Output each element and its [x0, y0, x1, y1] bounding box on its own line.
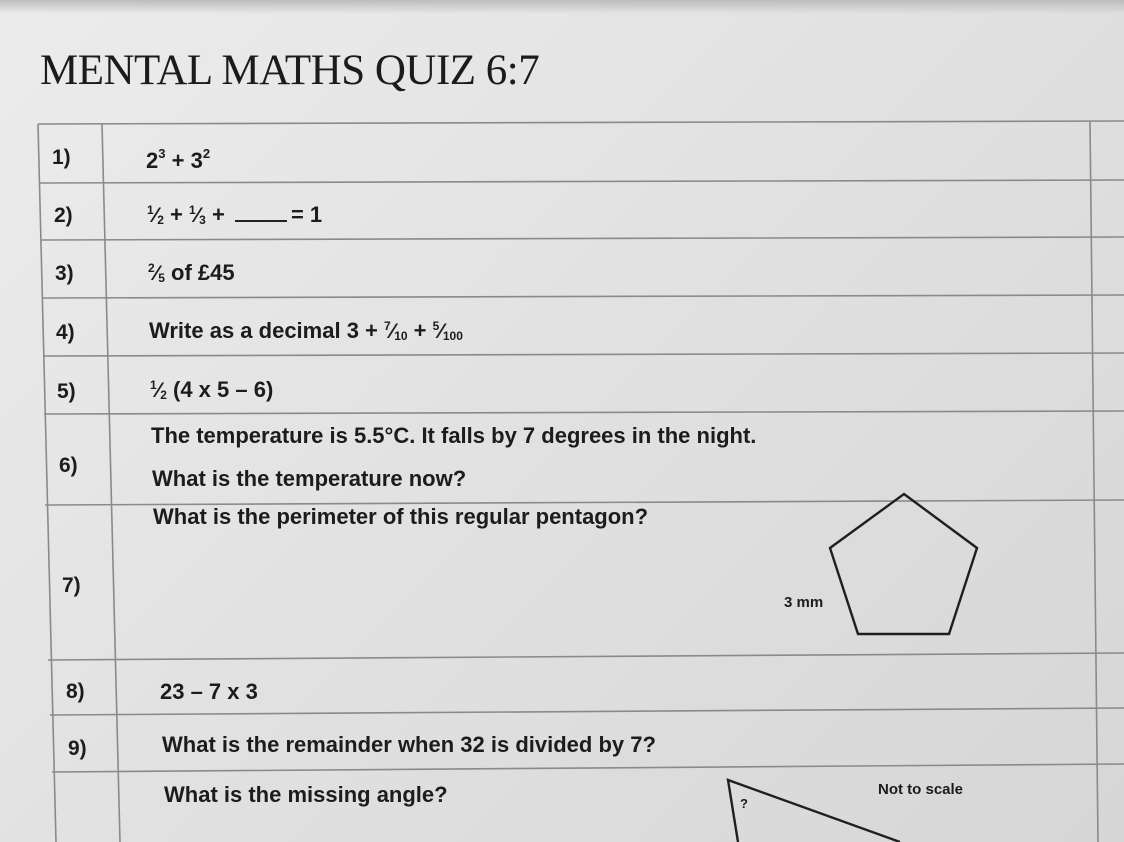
q4-fraction-1: $^7⁄_{10}$ [384, 319, 408, 343]
row-line-1 [40, 180, 1124, 183]
question-6-line-1: The temperature is 5.5°C. It falls by 7 degrees in the night. [151, 423, 757, 448]
row-line-5 [44, 411, 1124, 414]
row-line-8 [50, 708, 1124, 715]
q2-equals-one: = 1 [290, 202, 323, 227]
q1-exponent-2: 2 [202, 146, 211, 161]
q2-plus-2: + [205, 202, 231, 227]
question-number-3: 3) [55, 262, 74, 285]
table-top-line [38, 121, 1124, 124]
question-10: What is the missing angle? [164, 782, 448, 807]
row-line-2 [41, 237, 1124, 240]
question-3 [148, 260, 235, 286]
question-number-1: 1) [52, 146, 71, 169]
question-number-9: 9) [68, 737, 87, 760]
q4-text: Write as a decimal 3 + [149, 318, 384, 343]
question-5 [150, 377, 273, 403]
q4-fraction-2: $^5⁄_{100}$ [432, 319, 463, 343]
pentagon-side-label: 3 mm [784, 594, 824, 611]
q1-base-1: 2 [146, 148, 159, 173]
triangle-shape [728, 780, 900, 842]
q2-plus-1: + [163, 202, 189, 227]
q2-answer-blank [235, 206, 287, 222]
question-7: What is the perimeter of this regular pentagon? [153, 504, 649, 529]
q5-fraction: $^1⁄_2$ [150, 378, 167, 402]
row-line-3 [42, 295, 1124, 298]
question-4 [149, 318, 463, 344]
q3-text: of £45 [164, 260, 235, 285]
question-1 [146, 146, 210, 174]
missing-angle-label: ? [740, 796, 748, 811]
question-9: What is the remainder when 32 is divided by 7? [162, 732, 656, 757]
question-2 [147, 202, 322, 228]
question-number-8: 8) [66, 680, 85, 703]
row-line-9 [52, 764, 1124, 772]
q3-fraction: $^2⁄_5$ [148, 261, 165, 285]
q1-operator: + [165, 148, 191, 173]
q2-fraction-1: $^1⁄_2$ [147, 203, 164, 227]
not-to-scale-note: Not to scale [878, 781, 964, 798]
question-number-4: 4) [56, 321, 75, 344]
question-6-line-2: What is the temperature now? [152, 466, 467, 491]
page-title: MENTAL MATHS QUIZ 6:7 [40, 47, 540, 94]
question-number-5: 5) [57, 380, 76, 403]
question-number-6: 6) [59, 454, 78, 477]
q5-text: (4 x 5 – 6) [166, 377, 274, 402]
row-line-7 [48, 653, 1124, 660]
left-border [38, 124, 56, 842]
page-top-shadow [0, 0, 1124, 14]
right-column-divider [1090, 121, 1098, 842]
q4-plus: + [407, 318, 433, 343]
row-line-4 [43, 353, 1124, 356]
q2-fraction-2: $^1⁄_3$ [188, 203, 206, 227]
q1-base-2: 3 [190, 148, 203, 173]
pentagon-shape [830, 494, 977, 634]
number-column-divider [102, 124, 120, 842]
question-number-2: 2) [54, 204, 73, 227]
question-number-7: 7) [62, 574, 81, 597]
q1-exponent-1: 3 [158, 146, 166, 161]
question-8: 23 – 7 x 3 [160, 679, 258, 704]
